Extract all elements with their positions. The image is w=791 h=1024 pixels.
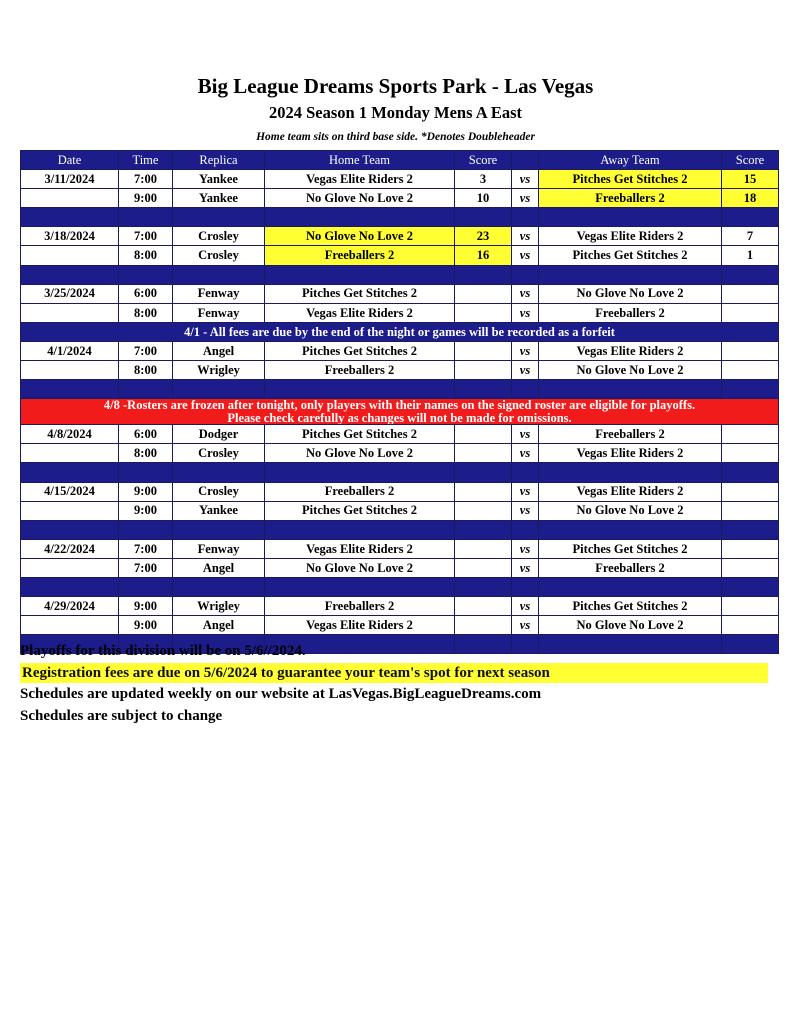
cell-time: 9:00 xyxy=(119,616,173,635)
cell-away: Pitches Get Stitches 2 xyxy=(539,170,722,189)
spacer-cell xyxy=(512,380,539,399)
spacer-row xyxy=(21,463,779,482)
cell-date xyxy=(21,246,119,265)
table-header-row xyxy=(21,151,779,170)
spacer-cell xyxy=(512,520,539,539)
cell-home-score: 3 xyxy=(455,170,512,189)
game-row xyxy=(21,227,779,246)
cell-replica: Crosley xyxy=(173,444,265,463)
game-row xyxy=(21,558,779,577)
spacer-row xyxy=(21,380,779,399)
cell-home-score xyxy=(455,361,512,380)
cell-away: Vegas Elite Riders 2 xyxy=(539,444,722,463)
spacer-cell xyxy=(21,265,119,284)
cell-away: No Glove No Love 2 xyxy=(539,284,722,303)
cell-time: 8:00 xyxy=(119,361,173,380)
cell-vs: vs xyxy=(512,597,539,616)
cell-replica: Crosley xyxy=(173,482,265,501)
spacer-cell xyxy=(455,463,512,482)
cell-away: Freeballers 2 xyxy=(539,189,722,208)
cell-home: Vegas Elite Riders 2 xyxy=(265,616,455,635)
cell-home-score xyxy=(455,501,512,520)
game-row xyxy=(21,616,779,635)
cell-away: Freeballers 2 xyxy=(539,425,722,444)
cell-date xyxy=(21,444,119,463)
cell-home: Freeballers 2 xyxy=(265,361,455,380)
alert-row xyxy=(21,399,779,425)
spacer-cell xyxy=(539,577,722,596)
cell-home-score: 23 xyxy=(455,227,512,246)
cell-vs: vs xyxy=(512,501,539,520)
cell-date: 4/22/2024 xyxy=(21,539,119,558)
page-note: Home team sits on third base side. *Denotes Doubleheader xyxy=(256,131,535,143)
cell-away-score xyxy=(722,558,779,577)
schedule-body xyxy=(21,170,779,654)
cell-away-score: 1 xyxy=(722,246,779,265)
cell-time: 8:00 xyxy=(119,444,173,463)
spacer-cell xyxy=(512,208,539,227)
game-row xyxy=(21,246,779,265)
header-away-team: Away Team xyxy=(539,151,722,170)
cell-home-score xyxy=(455,616,512,635)
spacer-cell xyxy=(455,577,512,596)
cell-home-score: 10 xyxy=(455,189,512,208)
cell-time: 9:00 xyxy=(119,482,173,501)
cell-date xyxy=(21,189,119,208)
cell-away: No Glove No Love 2 xyxy=(539,616,722,635)
cell-replica: Yankee xyxy=(173,501,265,520)
cell-time: 9:00 xyxy=(119,597,173,616)
cell-time: 9:00 xyxy=(119,189,173,208)
game-row xyxy=(21,482,779,501)
cell-vs: vs xyxy=(512,558,539,577)
cell-away: Vegas Elite Riders 2 xyxy=(539,341,722,360)
spacer-cell xyxy=(455,265,512,284)
cell-vs: vs xyxy=(512,303,539,322)
game-row xyxy=(21,501,779,520)
game-row xyxy=(21,341,779,360)
spacer-cell xyxy=(119,265,173,284)
game-row xyxy=(21,361,779,380)
notice-row xyxy=(21,322,779,341)
cell-home: Freeballers 2 xyxy=(265,597,455,616)
cell-away-score xyxy=(722,284,779,303)
header-away-score: Score xyxy=(722,151,779,170)
header-time: Time xyxy=(119,151,173,170)
cell-away-score xyxy=(722,501,779,520)
cell-away-score xyxy=(722,539,779,558)
cell-replica: Angel xyxy=(173,558,265,577)
cell-replica: Crosley xyxy=(173,227,265,246)
spacer-cell xyxy=(722,520,779,539)
cell-away-score: 7 xyxy=(722,227,779,246)
playoffs-note: Playoffs for this division will be on 5/6//2024. xyxy=(20,643,306,659)
cell-away-score xyxy=(722,341,779,360)
cell-away: Pitches Get Stitches 2 xyxy=(539,246,722,265)
alert-line-1: 4/8 -Rosters are frozen after tonight, only players with their names on the signed roster are eligible for playoffs. xyxy=(103,398,696,413)
cell-time: 7:00 xyxy=(119,170,173,189)
cell-vs: vs xyxy=(512,482,539,501)
header-home-team: Home Team xyxy=(265,151,455,170)
cell-away: Freeballers 2 xyxy=(539,558,722,577)
spacer-cell xyxy=(455,635,512,654)
cell-date: 3/18/2024 xyxy=(21,227,119,246)
spacer-cell xyxy=(512,463,539,482)
cell-home: Freeballers 2 xyxy=(265,246,455,265)
spacer-cell xyxy=(539,208,722,227)
game-row xyxy=(21,444,779,463)
spacer-cell xyxy=(173,380,265,399)
cell-date xyxy=(21,361,119,380)
cell-away: Pitches Get Stitches 2 xyxy=(539,539,722,558)
cell-date xyxy=(21,501,119,520)
header-date: Date xyxy=(21,151,119,170)
cell-away-score xyxy=(722,303,779,322)
cell-vs: vs xyxy=(512,189,539,208)
cell-time: 8:00 xyxy=(119,303,173,322)
cell-replica: Angel xyxy=(173,616,265,635)
alert-line-2: Please check carefully as changes will not be made for omissions. xyxy=(227,410,572,425)
cell-time: 7:00 xyxy=(119,539,173,558)
cell-replica: Yankee xyxy=(173,170,265,189)
cell-away-score xyxy=(722,425,779,444)
cell-replica: Angel xyxy=(173,341,265,360)
cell-vs: vs xyxy=(512,170,539,189)
spacer-cell xyxy=(722,208,779,227)
spacer-cell xyxy=(455,520,512,539)
cell-home-score xyxy=(455,425,512,444)
cell-vs: vs xyxy=(512,284,539,303)
cell-date: 4/29/2024 xyxy=(21,597,119,616)
cell-date xyxy=(21,616,119,635)
cell-date: 3/25/2024 xyxy=(21,284,119,303)
cell-date: 4/8/2024 xyxy=(21,425,119,444)
cell-replica: Crosley xyxy=(173,246,265,265)
spacer-cell xyxy=(512,635,539,654)
cell-home: Pitches Get Stitches 2 xyxy=(265,284,455,303)
game-row xyxy=(21,425,779,444)
cell-away-score xyxy=(722,444,779,463)
spacer-cell xyxy=(512,265,539,284)
cell-home-score xyxy=(455,284,512,303)
cell-home: No Glove No Love 2 xyxy=(265,189,455,208)
cell-home: No Glove No Love 2 xyxy=(265,444,455,463)
spacer-cell xyxy=(21,577,119,596)
cell-replica: Wrigley xyxy=(173,361,265,380)
page-title: Big League Dreams Sports Park - Las Vegas xyxy=(197,74,594,98)
spacer-cell xyxy=(455,380,512,399)
cell-home: No Glove No Love 2 xyxy=(265,227,455,246)
registration-note: Registration fees are due on 5/6/2024 to guarantee your team's spot for next season xyxy=(20,663,768,683)
spacer-cell xyxy=(119,520,173,539)
cell-date: 4/15/2024 xyxy=(21,482,119,501)
header-vs xyxy=(512,151,539,170)
cell-home-score xyxy=(455,303,512,322)
game-row xyxy=(21,539,779,558)
cell-home: Vegas Elite Riders 2 xyxy=(265,170,455,189)
header-replica: Replica xyxy=(173,151,265,170)
spacer-cell xyxy=(722,463,779,482)
spacer-cell xyxy=(173,463,265,482)
spacer-cell xyxy=(539,380,722,399)
cell-away: Pitches Get Stitches 2 xyxy=(539,597,722,616)
spacer-cell xyxy=(119,208,173,227)
cell-away-score xyxy=(722,482,779,501)
spacer-cell xyxy=(722,265,779,284)
header-home-score: Score xyxy=(455,151,512,170)
spacer-row xyxy=(21,577,779,596)
spacer-row xyxy=(21,208,779,227)
cell-home-score xyxy=(455,482,512,501)
spacer-cell xyxy=(722,380,779,399)
cell-replica: Fenway xyxy=(173,303,265,322)
change-note: Schedules are subject to change xyxy=(20,708,223,724)
spacer-cell xyxy=(265,380,455,399)
cell-away-score xyxy=(722,361,779,380)
spacer-row xyxy=(21,520,779,539)
spacer-cell xyxy=(512,577,539,596)
cell-home-score xyxy=(455,341,512,360)
cell-replica: Fenway xyxy=(173,284,265,303)
spacer-cell xyxy=(21,208,119,227)
spacer-cell xyxy=(119,463,173,482)
cell-home: Pitches Get Stitches 2 xyxy=(265,501,455,520)
cell-time: 7:00 xyxy=(119,558,173,577)
cell-away: No Glove No Love 2 xyxy=(539,361,722,380)
spacer-cell xyxy=(265,577,455,596)
cell-replica: Wrigley xyxy=(173,597,265,616)
spacer-cell xyxy=(21,520,119,539)
spacer-cell xyxy=(173,265,265,284)
cell-home-score xyxy=(455,539,512,558)
cell-vs: vs xyxy=(512,616,539,635)
cell-vs: vs xyxy=(512,227,539,246)
cell-vs: vs xyxy=(512,361,539,380)
game-row xyxy=(21,284,779,303)
page-subtitle: 2024 Season 1 Monday Mens A East xyxy=(268,103,523,122)
schedule-table xyxy=(20,150,779,654)
cell-home-score: 16 xyxy=(455,246,512,265)
game-row xyxy=(21,170,779,189)
cell-away: No Glove No Love 2 xyxy=(539,501,722,520)
cell-vs: vs xyxy=(512,341,539,360)
cell-vs: vs xyxy=(512,539,539,558)
game-row xyxy=(21,303,779,322)
cell-date xyxy=(21,558,119,577)
cell-home: Vegas Elite Riders 2 xyxy=(265,539,455,558)
cell-vs: vs xyxy=(512,444,539,463)
cell-time: 7:00 xyxy=(119,341,173,360)
spacer-cell xyxy=(539,265,722,284)
spacer-cell xyxy=(722,577,779,596)
spacer-cell xyxy=(173,520,265,539)
cell-home: No Glove No Love 2 xyxy=(265,558,455,577)
cell-date: 3/11/2024 xyxy=(21,170,119,189)
cell-date xyxy=(21,303,119,322)
spacer-cell xyxy=(539,463,722,482)
cell-home: Pitches Get Stitches 2 xyxy=(265,425,455,444)
cell-away: Freeballers 2 xyxy=(539,303,722,322)
alert-cell xyxy=(21,399,779,425)
cell-away-score: 18 xyxy=(722,189,779,208)
spacer-cell xyxy=(455,208,512,227)
cell-time: 6:00 xyxy=(119,425,173,444)
cell-replica: Yankee xyxy=(173,189,265,208)
spacer-cell xyxy=(539,635,722,654)
spacer-cell xyxy=(265,265,455,284)
cell-vs: vs xyxy=(512,425,539,444)
cell-time: 8:00 xyxy=(119,246,173,265)
game-row xyxy=(21,189,779,208)
spacer-cell xyxy=(21,463,119,482)
cell-away-score xyxy=(722,597,779,616)
spacer-cell xyxy=(265,520,455,539)
cell-home-score xyxy=(455,444,512,463)
spacer-cell xyxy=(119,577,173,596)
game-row xyxy=(21,597,779,616)
cell-home: Vegas Elite Riders 2 xyxy=(265,303,455,322)
cell-time: 9:00 xyxy=(119,501,173,520)
spacer-cell xyxy=(173,577,265,596)
cell-home-score xyxy=(455,597,512,616)
spacer-cell xyxy=(539,520,722,539)
spacer-cell xyxy=(119,380,173,399)
cell-away-score xyxy=(722,616,779,635)
spacer-cell xyxy=(173,208,265,227)
cell-date: 4/1/2024 xyxy=(21,341,119,360)
cell-time: 6:00 xyxy=(119,284,173,303)
cell-away: Vegas Elite Riders 2 xyxy=(539,482,722,501)
notice-text: 4/1 - All fees are due by the end of the night or games will be recorded as a forfeit xyxy=(21,322,779,341)
spacer-cell xyxy=(21,380,119,399)
cell-replica: Fenway xyxy=(173,539,265,558)
cell-vs: vs xyxy=(512,246,539,265)
cell-replica: Dodger xyxy=(173,425,265,444)
cell-home: Freeballers 2 xyxy=(265,482,455,501)
cell-home: Pitches Get Stitches 2 xyxy=(265,341,455,360)
spacer-cell xyxy=(722,635,779,654)
cell-away: Vegas Elite Riders 2 xyxy=(539,227,722,246)
website-note: Schedules are updated weekly on our website at LasVegas.BigLeagueDreams.com xyxy=(20,686,542,702)
spacer-row xyxy=(21,265,779,284)
spacer-cell xyxy=(265,463,455,482)
cell-home-score xyxy=(455,558,512,577)
cell-time: 7:00 xyxy=(119,227,173,246)
cell-away-score: 15 xyxy=(722,170,779,189)
spacer-cell xyxy=(265,208,455,227)
